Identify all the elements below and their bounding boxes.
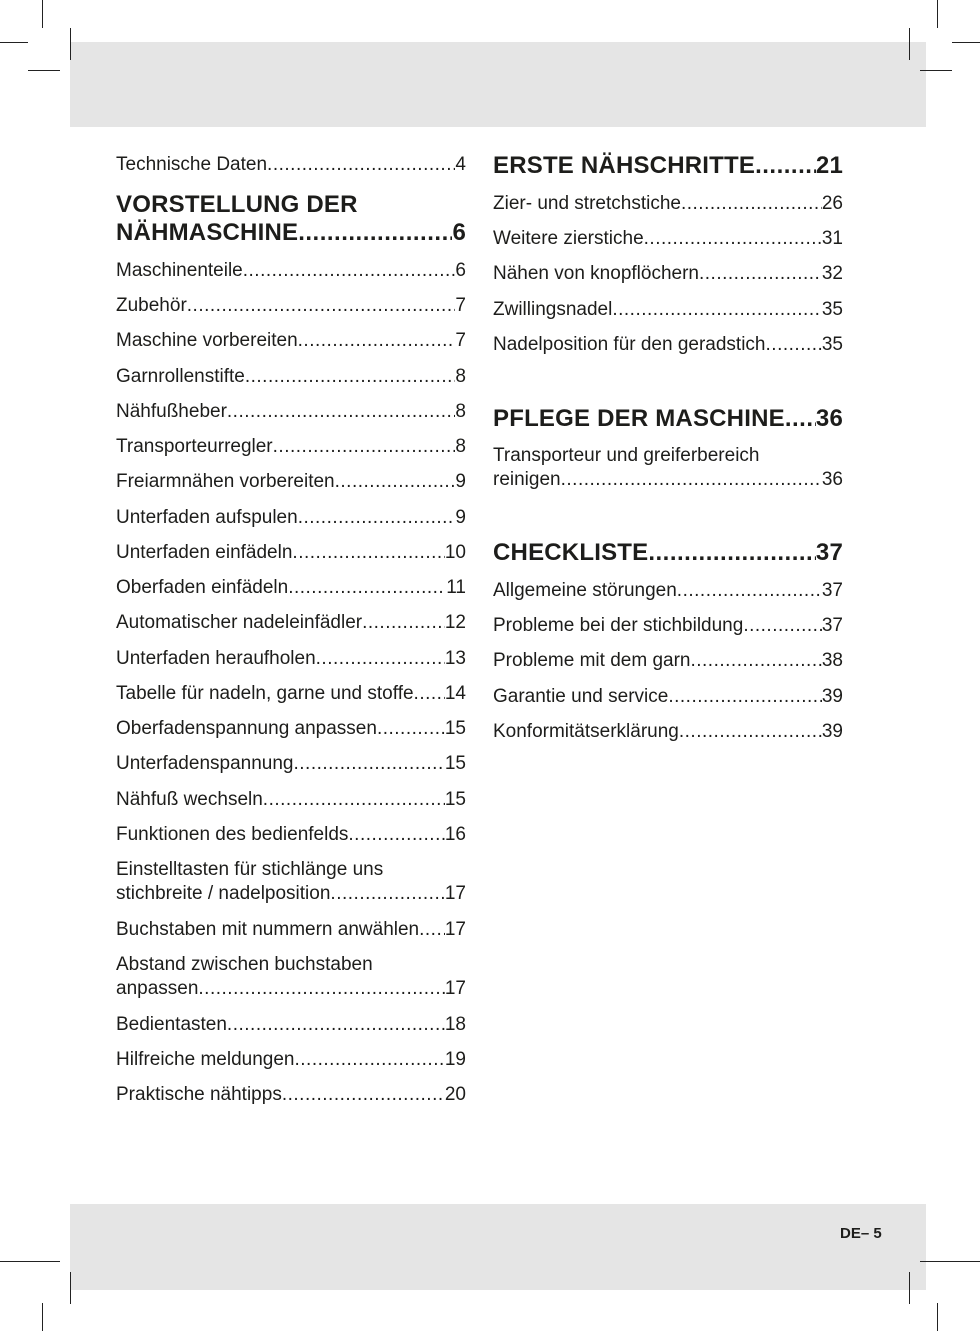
toc-entry-page: 15	[444, 753, 466, 774]
toc-section-heading[interactable]	[493, 152, 843, 180]
dot-leader	[681, 192, 822, 216]
crop-mark	[937, 0, 938, 28]
toc-entry[interactable]	[116, 682, 466, 706]
dot-leader	[362, 611, 445, 635]
toc-entry-page: 7	[455, 330, 466, 351]
section-heading-page: 36	[815, 405, 843, 432]
toc-entry-title: Probleme mit dem garn	[493, 650, 691, 671]
crop-mark	[952, 1261, 980, 1262]
toc-entry-title: Freiarmnähen vorbereiten	[116, 471, 335, 492]
toc-entry[interactable]	[493, 298, 843, 322]
toc-entry-title: Nähfuß wechseln	[116, 789, 263, 810]
toc-entry-title: Garantie und service	[493, 686, 669, 707]
dot-leader	[267, 153, 455, 177]
dot-leader	[187, 294, 456, 318]
crop-mark	[909, 28, 910, 60]
toc-entry-page: 9	[455, 471, 466, 492]
toc-entry-title: stichbreite / nadelposition	[116, 883, 331, 904]
toc-entry-title: Unterfaden heraufholen	[116, 648, 316, 669]
toc-entry-title: Unterfaden einfädeln	[116, 542, 293, 563]
section-heading-title: NÄHMASCHINE	[116, 219, 299, 246]
toc-section-heading[interactable]	[493, 539, 843, 567]
toc-entry-page: 35	[821, 299, 843, 320]
toc-entry-page: 26	[821, 193, 843, 214]
toc-entry-page: 37	[821, 615, 843, 636]
toc-entry-page: 8	[455, 366, 466, 387]
toc-entry-title: Transporteurregler	[116, 436, 273, 457]
toc-entry[interactable]	[116, 365, 466, 389]
crop-mark	[28, 70, 60, 71]
toc-entry-page: 10	[444, 542, 466, 563]
toc-entry-title: Maschine vorbereiten	[116, 330, 298, 351]
toc-entry-title: Praktische nähtipps	[116, 1084, 282, 1105]
toc-entry-page: 32	[821, 263, 843, 284]
dot-leader	[414, 682, 445, 706]
toc-entry-title: Zubehör	[116, 295, 187, 316]
dot-leader	[668, 685, 822, 709]
toc-entry[interactable]	[116, 541, 466, 565]
section-heading-title: ERSTE NÄHSCHRITTE	[493, 152, 756, 179]
crop-mark	[937, 1303, 938, 1331]
toc-entry-title: Weitere zierstiche	[493, 228, 644, 249]
toc-entry[interactable]	[116, 823, 466, 847]
toc-entry-title: Hilfreiche meldungen	[116, 1049, 295, 1070]
toc-entry[interactable]	[116, 153, 466, 177]
dot-leader	[644, 227, 822, 251]
toc-entry[interactable]	[493, 262, 843, 286]
toc-entry[interactable]	[116, 1013, 466, 1037]
toc-entry-page: 18	[444, 1014, 466, 1035]
dot-leader	[677, 579, 822, 603]
crop-mark	[0, 42, 28, 43]
toc-entry-title: Oberfaden einfädeln	[116, 577, 289, 598]
toc-entry-page: 7	[455, 295, 466, 316]
toc-entry-page: 9	[455, 507, 466, 528]
dot-leader	[293, 752, 444, 776]
toc-entry[interactable]	[493, 192, 843, 216]
dot-leader	[227, 400, 456, 424]
toc-entry[interactable]	[116, 918, 466, 942]
dot-leader	[316, 647, 445, 671]
dot-leader	[377, 717, 445, 741]
dot-leader	[227, 1013, 445, 1037]
toc-entry[interactable]	[493, 579, 843, 603]
dot-leader	[766, 333, 822, 357]
toc-section-heading[interactable]	[493, 405, 843, 433]
toc-entry-page: 17	[444, 978, 466, 999]
toc-entry-page: 36	[821, 469, 843, 490]
toc-entry-page: 37	[821, 580, 843, 601]
toc-entry-title: Automatischer nadeleinfädler	[116, 612, 363, 633]
dot-leader	[335, 470, 456, 494]
toc-entry-page: 31	[821, 228, 843, 249]
toc-entry[interactable]	[493, 614, 843, 638]
dot-leader	[785, 405, 816, 433]
dot-leader	[298, 219, 452, 247]
toc-entry-title: Tabelle für nadeln, garne und stoffe	[116, 683, 414, 704]
toc-entry-title: Zwillingsnadel	[493, 299, 613, 320]
toc-entry-title: Konformitätserklärung	[493, 721, 679, 742]
dot-leader	[243, 259, 456, 283]
toc-entry-title: Nähen von knopflöchern	[493, 263, 699, 284]
dot-leader	[298, 506, 456, 530]
toc-entry-page: 8	[455, 401, 466, 422]
toc-entry-page: 39	[821, 721, 843, 742]
toc-entry[interactable]	[116, 611, 466, 635]
toc-entry-page: 12	[444, 612, 466, 633]
dot-leader	[743, 614, 822, 638]
toc-entry-title: Unterfadenspannung	[116, 753, 294, 774]
crop-mark	[70, 1272, 71, 1304]
toc-entry[interactable]	[116, 435, 466, 459]
section-heading-page: 37	[815, 539, 843, 566]
dot-leader	[648, 539, 816, 567]
toc-entry[interactable]	[116, 506, 466, 530]
toc-entry-title: Oberfadenspannung anpassen	[116, 718, 377, 739]
toc-entry[interactable]	[116, 752, 466, 776]
dot-leader	[690, 649, 821, 673]
toc-entry[interactable]	[116, 1083, 466, 1107]
toc-section-heading[interactable]	[116, 191, 466, 247]
toc-entry[interactable]	[116, 470, 466, 494]
dot-leader	[263, 788, 445, 812]
toc-entry-page: 17	[444, 883, 466, 904]
toc-entry[interactable]	[493, 649, 843, 673]
toc-entry-page: 19	[444, 1049, 466, 1070]
toc-entry-title: Bedientasten	[116, 1014, 227, 1035]
toc-entry-page: 6	[455, 260, 466, 281]
toc-entry-page: 4	[455, 154, 466, 175]
crop-mark	[920, 70, 952, 71]
crop-mark	[0, 1261, 28, 1262]
toc-entry-page: 35	[821, 334, 843, 355]
dot-leader	[298, 329, 456, 353]
dot-leader	[419, 918, 445, 942]
dot-leader	[273, 435, 456, 459]
section-heading-page: 6	[452, 219, 466, 246]
toc-entry-title: Technische Daten	[116, 154, 268, 175]
crop-mark	[70, 28, 71, 60]
toc-entry-page: 38	[821, 650, 843, 671]
toc-entry-title: Probleme bei der stichbildung	[493, 615, 744, 636]
toc-entry-title: Buchstaben mit nummern anwählen	[116, 919, 420, 940]
toc-entry-title: Nähfußheber	[116, 401, 227, 422]
toc-entry[interactable]	[116, 953, 466, 1001]
toc-entry[interactable]	[116, 329, 466, 353]
toc-entry-title: Allgemeine störungen	[493, 580, 677, 601]
toc-entry-page: 15	[444, 789, 466, 810]
toc-entry-page: 14	[444, 683, 466, 704]
header-band	[70, 42, 926, 127]
dot-leader	[288, 576, 446, 600]
dot-leader	[612, 298, 822, 322]
dot-leader	[561, 468, 822, 492]
page-number: DE– 5	[840, 1225, 882, 1242]
toc-entry[interactable]	[493, 685, 843, 709]
toc-entry-page: 17	[444, 919, 466, 940]
toc-entry-title: Zier- und stretchstiche	[493, 193, 681, 214]
dot-leader	[755, 152, 816, 180]
dot-leader	[348, 823, 444, 847]
toc-entry-title-line1: Einstelltasten für stichlänge uns	[116, 859, 384, 880]
crop-mark	[42, 0, 43, 28]
toc-entry-title: Unterfaden aufspulen	[116, 507, 298, 528]
toc-entry-page: 20	[444, 1084, 466, 1105]
crop-mark	[28, 1261, 60, 1262]
dot-leader	[295, 1048, 445, 1072]
toc-entry-page: 11	[446, 577, 466, 598]
toc-entry-title: Garnrollenstifte	[116, 366, 245, 387]
toc-entry-title-line1: Transporteur und greiferbereich	[493, 445, 760, 466]
dot-leader	[292, 541, 444, 565]
crop-mark	[42, 1303, 43, 1331]
section-heading-title: CHECKLISTE	[493, 539, 649, 566]
toc-entry[interactable]	[116, 1048, 466, 1072]
dot-leader	[245, 365, 456, 389]
toc-entry[interactable]	[116, 400, 466, 424]
toc-entry-title: Maschinenteile	[116, 260, 243, 281]
toc-entry[interactable]	[493, 720, 843, 744]
dot-leader	[282, 1083, 445, 1107]
toc-entry[interactable]	[116, 788, 466, 812]
footer-band	[70, 1204, 926, 1290]
toc-entry[interactable]	[116, 647, 466, 671]
toc-entry-page: 8	[455, 436, 466, 457]
toc-entry-title: Nadelposition für den geradstich	[493, 334, 766, 355]
toc-entry[interactable]	[116, 717, 466, 741]
dot-leader	[699, 262, 822, 286]
section-heading-title: PFLEGE DER MASCHINE	[493, 405, 785, 432]
section-heading-page: 21	[815, 152, 843, 179]
toc-entry[interactable]	[493, 444, 843, 492]
toc-entry[interactable]	[116, 294, 466, 318]
toc-entry[interactable]	[493, 333, 843, 357]
toc-entry-title: reinigen	[493, 469, 561, 490]
dot-leader	[198, 977, 444, 1001]
toc-entry-page: 16	[444, 824, 466, 845]
section-heading-line1: VORSTELLUNG DER	[116, 191, 358, 218]
toc-entry[interactable]	[116, 858, 466, 906]
toc-entry-title-line1: Abstand zwischen buchstaben	[116, 954, 373, 975]
toc-entry-page: 13	[444, 648, 466, 669]
crop-mark	[909, 1272, 910, 1304]
toc-entry-page: 15	[444, 718, 466, 739]
toc-entry[interactable]	[493, 227, 843, 251]
toc-entry-title: Funktionen des bedienfelds	[116, 824, 349, 845]
toc-entry[interactable]	[116, 576, 466, 600]
crop-mark	[952, 42, 980, 43]
toc-entry-title: anpassen	[116, 978, 199, 999]
toc-entry[interactable]	[116, 259, 466, 283]
toc-entry-page: 39	[821, 686, 843, 707]
crop-mark	[920, 1261, 952, 1262]
dot-leader	[330, 882, 444, 906]
dot-leader	[679, 720, 822, 744]
